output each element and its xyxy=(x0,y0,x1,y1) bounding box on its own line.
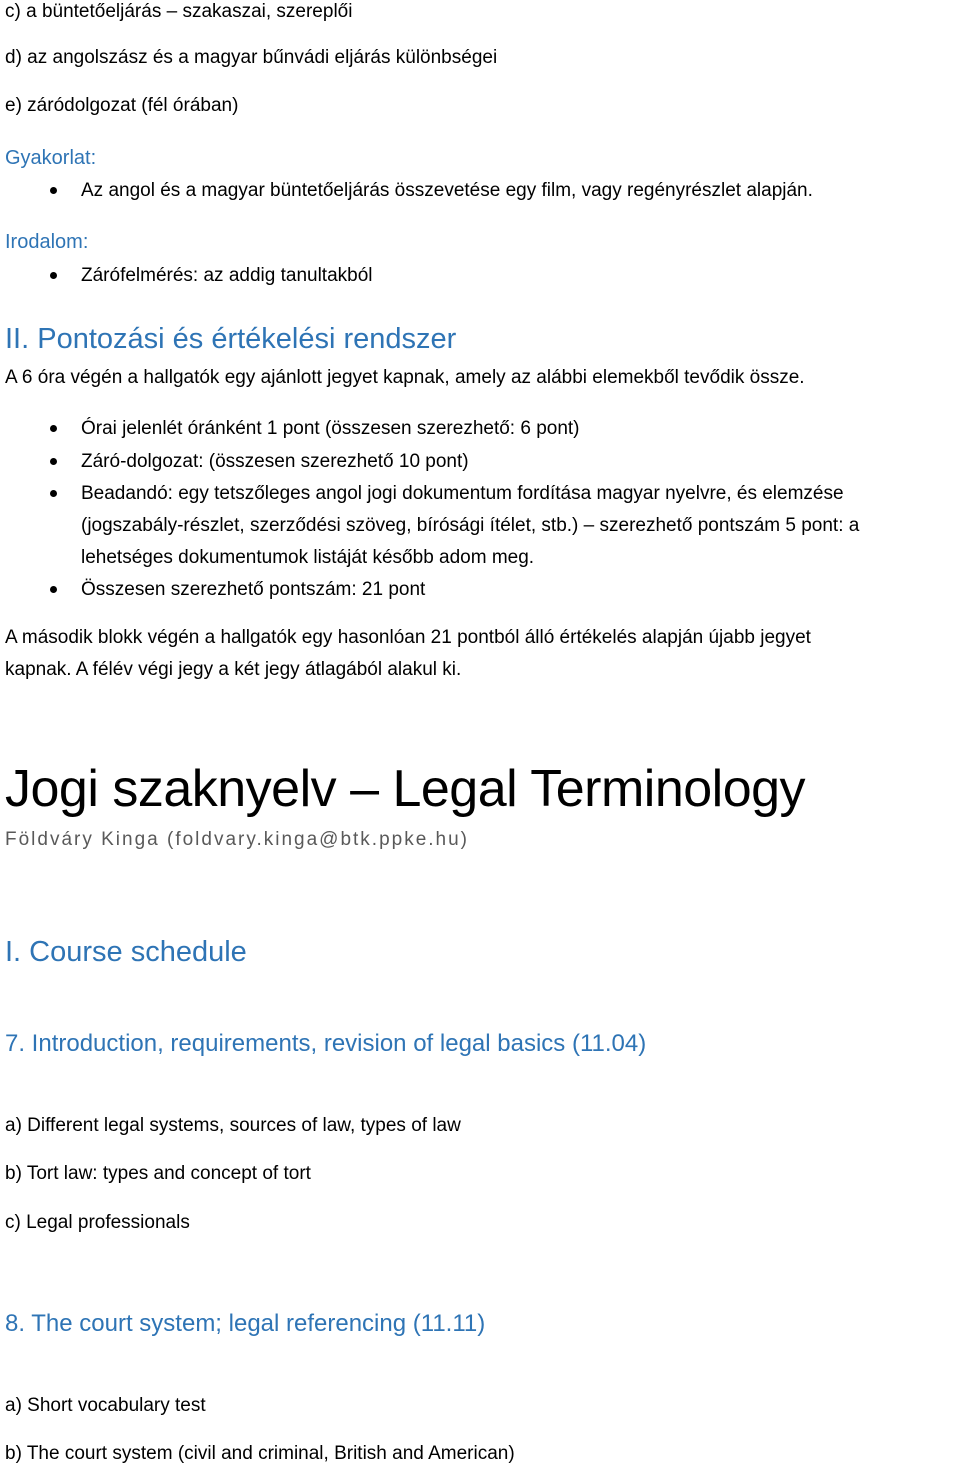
bullet-icon xyxy=(50,458,57,465)
bullet-icon xyxy=(50,425,57,432)
bullet-icon xyxy=(50,490,57,497)
week7-item: b) Tort law: types and concept of tort xyxy=(5,1163,311,1184)
week8-heading: 8. The court system; legal referencing (11.11) xyxy=(5,1310,486,1337)
week7-item: a) Different legal systems, sources of law, types of law xyxy=(5,1115,461,1136)
bullet-icon xyxy=(50,187,57,194)
gyakorlat-item: Az angol és a magyar büntetőeljárás összevetése egy film, vagy regényrészlet alapján. xyxy=(81,180,813,201)
list-item-c: c) a büntetőeljárás – szakaszai, szereplői xyxy=(5,1,353,22)
schedule-heading: I. Course schedule xyxy=(5,936,247,968)
irodalom-heading: Irodalom: xyxy=(5,231,89,253)
section-intro: A 6 óra végén a hallgatók egy ajánlott jegyet kapnak, amely az alábbi elemekből tevődik össze. xyxy=(5,367,805,388)
list-item-d: d) az angolszász és a magyar bűnvádi eljárás különbségei xyxy=(5,47,498,68)
scoring-item-line: lehetséges dokumentumok listáját később adom meg. xyxy=(81,547,535,568)
bullet-icon xyxy=(50,586,57,593)
scoring-item: Összesen szerezhető pontszám: 21 pont xyxy=(81,579,426,600)
scoring-item-line: Beadandó: egy tetszőleges angol jogi dokumentum fordítása magyar nyelvre, és elemzése xyxy=(81,483,844,504)
week8-item: a) Short vocabulary test xyxy=(5,1395,206,1416)
week7-item: c) Legal professionals xyxy=(5,1212,190,1233)
closing-paragraph-line: kapnak. A félév végi jegy a két jegy átlagából alakul ki. xyxy=(5,659,462,680)
week8-item: b) The court system (civil and criminal, British and American) xyxy=(5,1443,515,1464)
irodalom-item: Zárófelmérés: az addig tanultakból xyxy=(81,265,373,286)
scoring-item: Órai jelenlét óránként 1 pont (összesen szerezhető: 6 pont) xyxy=(81,418,580,439)
closing-paragraph-line: A második blokk végén a hallgatók egy hasonlóan 21 pontból álló értékelés alapján újabb jegyet xyxy=(5,627,811,648)
scoring-item-line: (jogszabály-részlet, szerződési szöveg, bírósági ítélet, stb.) – szerezhető pontszám 5 pont: a xyxy=(81,515,860,536)
gyakorlat-heading: Gyakorlat: xyxy=(5,147,97,169)
document-title: Jogi szaknyelv – Legal Terminology xyxy=(5,760,806,818)
bullet-icon xyxy=(50,272,57,279)
document-subtitle: Földváry Kinga (foldvary.kinga@btk.ppke.hu) xyxy=(5,829,470,850)
section-heading: II. Pontozási és értékelési rendszer xyxy=(5,323,457,355)
list-item-e: e) záródolgozat (fél órában) xyxy=(5,95,239,116)
scoring-item: Záró-dolgozat: (összesen szerezhető 10 pont) xyxy=(81,451,469,472)
week7-heading: 7. Introduction, requirements, revision of legal basics (11.04) xyxy=(5,1030,647,1057)
